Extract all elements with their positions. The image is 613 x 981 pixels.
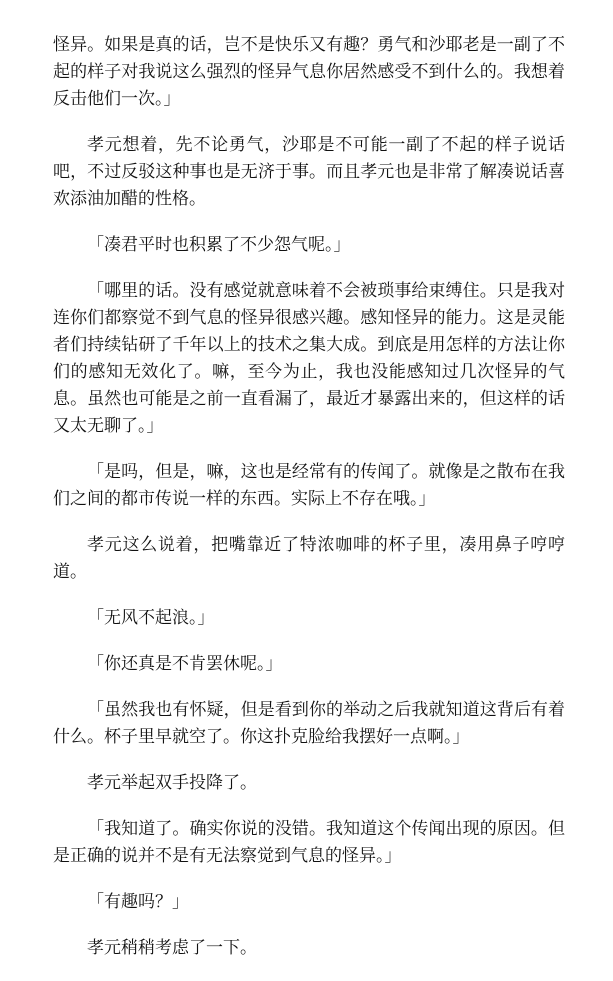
- paragraph-11: 「我知道了。确实你说的没错。我知道这个传闻出现的原因。但是正确的说并不是有无法察觉到气息的怪异。」: [53, 819, 565, 866]
- paragraph-6: 孝元这么说着，把嘴靠近了特浓咖啡的杯子里，凑用鼻子哼哼道。: [53, 535, 565, 582]
- paragraph-1: 怪异。如果是真的话，岂不是快乐又有趣？勇气和沙耶老是一副了不起的样子对我说这么强烈的怪异气息你居然感受不到什么的。我想着反击他们一次。」: [53, 35, 565, 109]
- paragraph-8: 「你还真是不肯罢休呢。」: [87, 654, 283, 674]
- paragraph-7: 「无风不起浪。」: [87, 608, 215, 628]
- paragraph-2: 孝元想着，先不论勇气，沙耶是不可能一副了不起的样子说话吧，不过反驳这种事也是无济于事。而且孝元也是非常了解凑说话喜欢添油加醋的性格。: [53, 135, 565, 209]
- paragraph-5: 「是吗，但是，嘛，这也是经常有的传闻了。就像是之散布在我们之间的都市传说一样的东西。实际上不存在哦。」: [53, 462, 565, 509]
- paragraph-4: 「哪里的话。没有感觉就意味着不会被琐事给束缚住。只是我对连你们都察觉不到气息的怪异很感兴趣。感知怪异的能力。这是灵能者们持续钻研了千年以上的技术之集大成。到底是用怎样的方法让你们的感知无效化了。嘛，至今为止，我也没能感知过几次怪异的气息。虽然也可能是之前一直看漏了，最近才暴露出来的，但这样的话又太无聊了。」: [53, 281, 565, 436]
- paragraph-13: 孝元稍稍考虑了一下。: [87, 938, 257, 958]
- document-page: [53, 32, 565, 981]
- paragraph-9: 「虽然我也有怀疑，但是看到你的举动之后我就知道这背后有着什么。杯子里早就空了。你这扑克脸给我摆好一点啊。」: [53, 700, 565, 747]
- paragraph-10: 孝元举起双手投降了。: [87, 773, 257, 793]
- paragraph-3: 「凑君平时也积累了不少怨气呢。」: [87, 235, 351, 255]
- paragraph-12: 「有趣吗？」: [87, 892, 189, 912]
